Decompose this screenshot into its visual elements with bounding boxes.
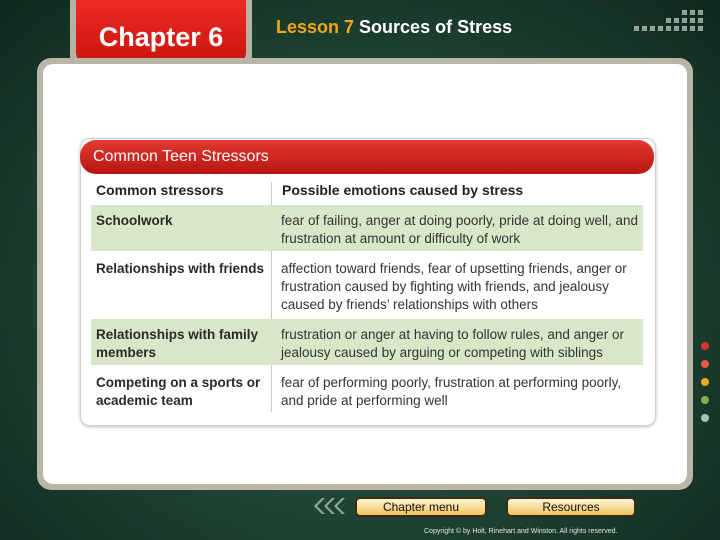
table-row [91,367,643,413]
column-header-emotions: Possible emotions caused by stress [282,182,524,198]
lesson-title [276,17,512,38]
table-row [91,319,643,365]
emotions-cell: affection toward friends, fear of upsetting friends, anger or frustration caused by fighting with friends, and jealousy caused by friends’ relationships with others [281,261,627,312]
stressor-cell: Relationships with family members [96,327,259,360]
emotions-cell: frustration or anger at having to follow rules, and anger or jealousy caused by arguing or competing with siblings [281,327,624,360]
copyright-text: Copyright © by Holt, Rinehart and Winston. All rights reserved. [424,528,618,535]
back-arrows-icon[interactable] [312,496,352,516]
lesson-number: Lesson 7 [276,17,355,37]
emotions-cell: fear of failing, anger at doing poorly, pride at doing well, and frustration at amount or difficulty of work [281,213,638,246]
resources-button[interactable]: Resources [506,497,636,517]
stressor-cell: Relationships with friends [96,261,265,276]
table-row [91,205,643,251]
table-title: Common Teen Stressors [93,148,269,165]
stressor-cell: Schoolwork [96,213,173,228]
emotions-cell: fear of performing poorly, frustration at performing poorly, and pride at performing well [281,375,622,408]
chapter-label: Chapter 6 [76,0,246,66]
lesson-name: Sources of Stress [359,17,513,37]
table-row [91,253,643,317]
column-header-stressors: Common stressors [96,182,224,198]
chapter-menu-button[interactable]: Chapter menu [355,497,487,517]
side-decoration-icon [701,342,711,432]
stressor-cell: Competing on a sports or academic team [96,375,261,408]
decorative-dots-icon [632,10,712,36]
